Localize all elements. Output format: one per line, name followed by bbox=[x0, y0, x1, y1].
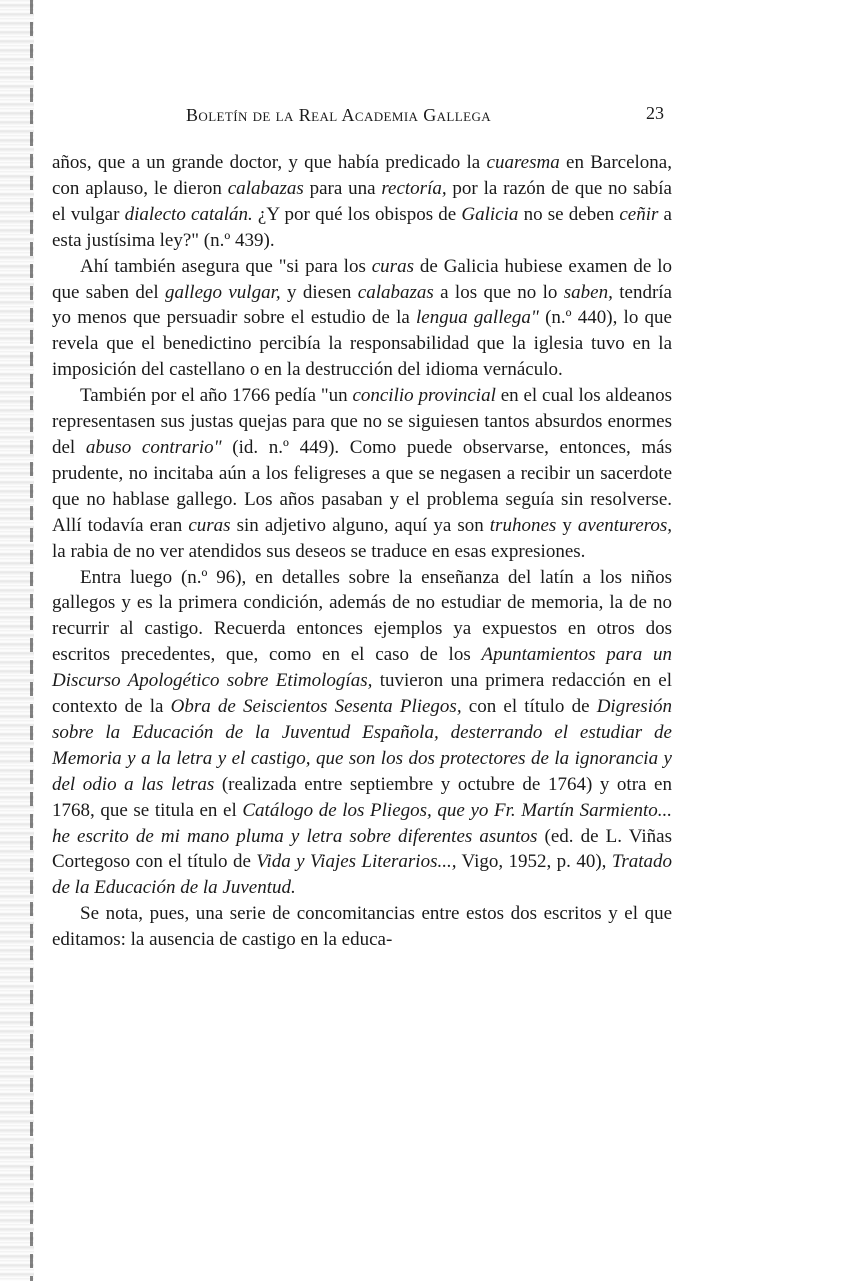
text-run: en Barcelona, con aplauso, le dieron bbox=[52, 152, 672, 199]
text-run: y bbox=[556, 514, 578, 536]
text-run: por la razón de que no sabía el vulgar bbox=[52, 177, 672, 225]
paragraph bbox=[52, 150, 672, 254]
text-run: a esta justísima ley?" (n.º 439). bbox=[52, 203, 672, 251]
italic-text: aventureros, bbox=[577, 514, 672, 536]
italic-text: curas bbox=[188, 514, 231, 536]
italic-text: truhones bbox=[489, 514, 557, 536]
text-run: años, que a un grande doctor, y que había predicado la bbox=[52, 152, 487, 173]
text-run: (n.º 440), lo que revela que el benedictino percibía la responsabilidad que la iglesia tuvo en la imposición del castellano o en la destrucción del idioma vernáculo. bbox=[52, 307, 672, 381]
text-run: la rabia de no ver atendidos sus deseos se traduce en esas expresiones. bbox=[52, 540, 586, 562]
text-run: a los que no lo bbox=[433, 281, 564, 303]
italic-text: calabazas bbox=[357, 281, 434, 303]
italic-text: rectoría, bbox=[381, 177, 447, 199]
text-run: Ahí también asegura que "si para los bbox=[80, 255, 372, 277]
text-run: ¿Y por qué los obispos de bbox=[252, 203, 462, 225]
binding-edge-line bbox=[30, 0, 33, 1281]
paragraph bbox=[52, 901, 672, 953]
text-run: Entra luego (n.º 96), en detalles sobre la enseñanza del latín a los niños gallegos y es la primera condición, además de no estudiar de memoria, la de no recurrir al castigo. Recuerda entonces ejemplos ya expuestos en otros dos escritos precedentes, que, como en el caso de los bbox=[52, 566, 672, 666]
italic-text: Tratado de la Educación de la Juventud. bbox=[52, 851, 673, 899]
text-run: para una bbox=[303, 177, 382, 199]
text-run: Se nota, pues, una serie de concomitancias entre estos dos escritos y el que editamos: la ausencia de castigo en la educa- bbox=[52, 903, 672, 951]
page-number: 23 bbox=[646, 103, 664, 123]
italic-text: concilio provincial bbox=[352, 385, 496, 407]
italic-text: Obra de Seiscientos Sesenta Pliegos, bbox=[170, 696, 462, 718]
text-run: de Galicia hubiese examen de lo que saben del bbox=[52, 255, 672, 303]
text-run: no se deben bbox=[518, 203, 620, 225]
italic-text: saben, bbox=[563, 281, 613, 303]
italic-text: Vida y Viajes Literarios..., bbox=[256, 851, 457, 873]
italic-text: Digresión sobre la Educación de la Juventud Española, desterrando el estudiar de Memoria y a la letra y el castigo, que son los dos protectores de la ignorancia y del odio a las letras bbox=[52, 696, 672, 795]
italic-text: cuaresma bbox=[486, 152, 560, 173]
text-run: sin adjetivo alguno, aquí ya son bbox=[230, 514, 490, 536]
italic-text: gallego vulgar, bbox=[165, 281, 281, 303]
text-run: tendría yo menos que persuadir sobre el estudio de la bbox=[52, 281, 672, 329]
body-text bbox=[52, 150, 672, 953]
text-run: Vigo, 1952, p. 40), bbox=[456, 851, 612, 873]
text-run: con el título de bbox=[461, 696, 597, 718]
paragraph bbox=[52, 254, 672, 384]
binding-edge-shadow bbox=[0, 0, 34, 1281]
italic-text: calabazas bbox=[227, 177, 304, 199]
italic-text: Apuntamientos para un Discurso Apologético sobre Etimologías, bbox=[52, 644, 672, 692]
text-run: También por el año 1766 pedía "un bbox=[80, 385, 353, 407]
text-run: (ed. de L. Viñas Cortegoso con el título de bbox=[52, 825, 672, 873]
text-run: y diesen bbox=[280, 281, 358, 303]
text-run: (realizada entre septiembre y octubre de 1764) y otra en 1768, que se titula en el bbox=[52, 773, 672, 821]
paragraph bbox=[52, 565, 672, 902]
paragraph bbox=[52, 383, 672, 564]
italic-text: abuso contrario" bbox=[85, 436, 222, 458]
italic-text: lengua gallega" bbox=[416, 307, 539, 329]
italic-text: curas bbox=[371, 255, 414, 277]
text-run: en el cual los aldeanos representasen sus justas quejas para que no se siguiesen tantos absurdos enormes del bbox=[52, 385, 672, 458]
italic-text: Catálogo de los Pliegos, que yo Fr. Martín Sarmiento... he escrito de mi mano pluma y letra sobre diferentes asuntos bbox=[52, 799, 672, 847]
italic-text: ceñir bbox=[619, 203, 659, 225]
italic-text: dialecto catalán. bbox=[124, 203, 253, 225]
page-header bbox=[186, 103, 674, 131]
text-run: (id. n.º 449). Como puede observarse, entonces, más prudente, no incitaba aún a los feligreses a que se negasen a recibir un sacerdote que no hablase gallego. Los años pasaban y el problema seguía sin resolverse. Allí todavía eran bbox=[52, 436, 672, 536]
text-run: tuvieron una primera redacción en el contexto de la bbox=[52, 670, 673, 718]
running-head: Boletín de la Real Academia Gallega bbox=[186, 105, 492, 125]
italic-text: Galicia bbox=[461, 203, 519, 225]
